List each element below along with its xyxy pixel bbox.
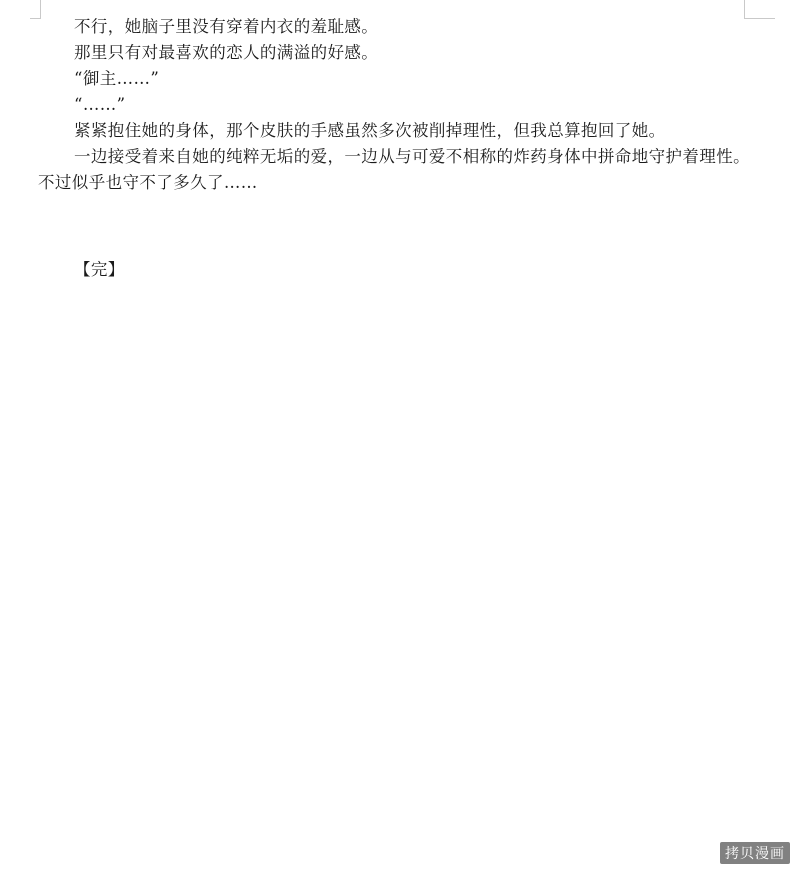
paragraph: 那里只有对最喜欢的恋人的满溢的好感。 (74, 43, 379, 62)
paragraph: 紧紧抱住她的身体，那个皮肤的手感虽然多次被削掉理性，但我总算抱回了她。 (74, 121, 666, 140)
paragraph: 不行，她脑子里没有穿着内衣的羞耻感。 (74, 17, 379, 36)
end-mark: 【完】 (74, 260, 125, 279)
paragraph: 一边接受着来自她的纯粹无垢的爱，一边从与可爱不相称的炸药身体中拼命地守护着理性。不过似乎也守不了多久了…… (38, 147, 750, 192)
document-body (38, 14, 750, 196)
watermark-logo: 拷贝漫画 (720, 842, 790, 864)
paragraph: “御主……” (74, 69, 160, 88)
paragraph: “……” (74, 95, 126, 114)
